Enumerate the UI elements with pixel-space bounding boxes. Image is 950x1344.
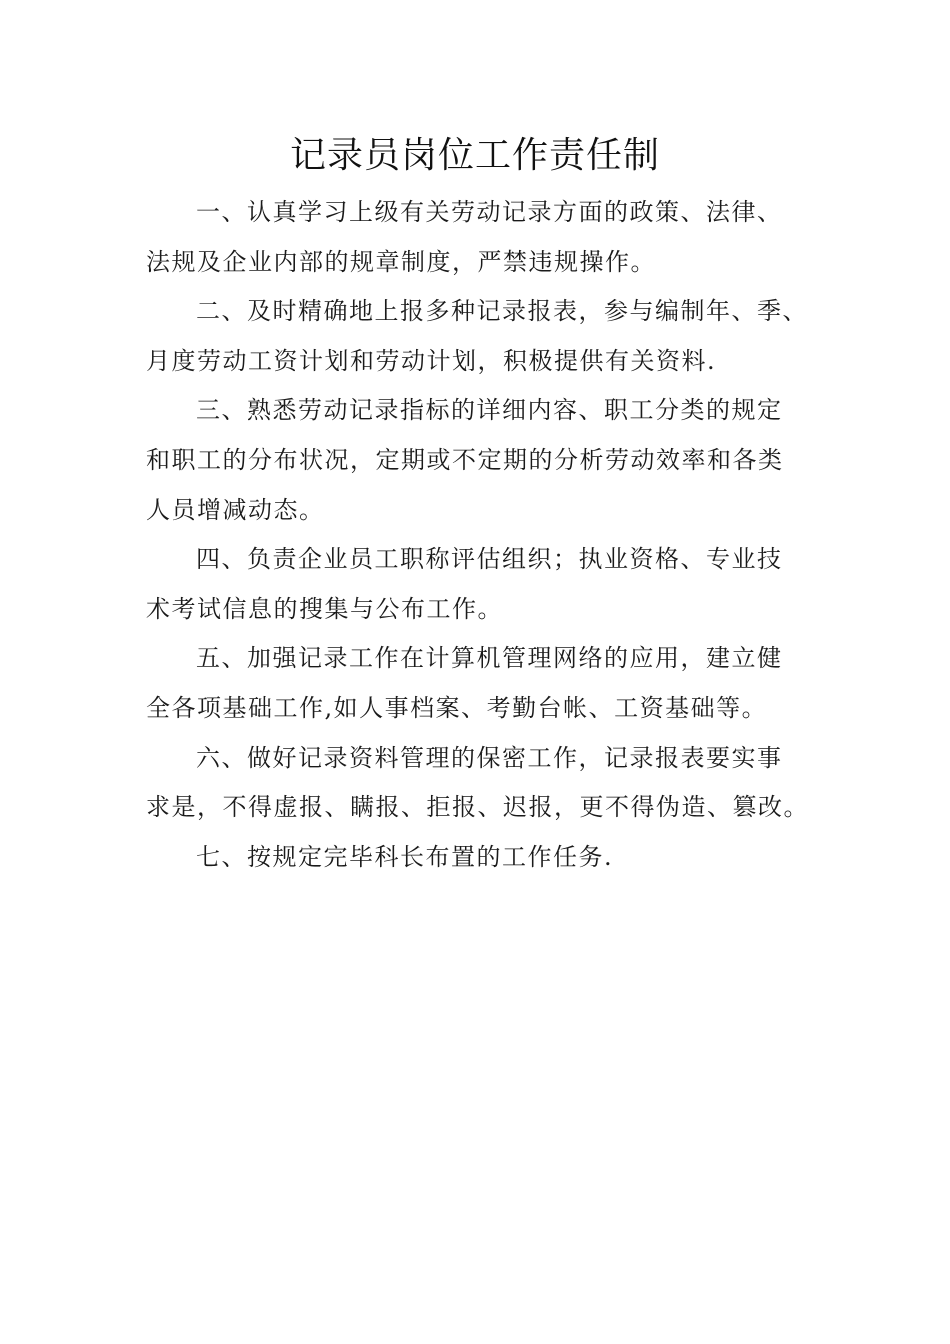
clause-1-line-1: 一、认真学习上级有关劳动记录方面的政策、法律、 <box>196 198 783 226</box>
clause-3-line-3: 人员增减动态。 <box>146 495 325 524</box>
document-title: 记录员岗位工作责任制 <box>289 135 660 176</box>
clause-2-line-2: 月度劳动工资计划和劳动计划，积极提供有关资料. <box>146 346 717 375</box>
clause-3-line-2: 和职工的分布状况，定期或不定期的分析劳动效率和各类 <box>146 445 784 474</box>
clause-4-line-1: 四、负责企业员工职称评估组织；执业资格、专业技 <box>196 545 783 574</box>
clause-7-line-1: 七、按规定完毕科长布置的工作任务. <box>196 842 614 871</box>
clause-5-line-1: 五、加强记录工作在计算机管理网络的应用，建立健 <box>196 644 783 673</box>
clause-3-line-1: 三、熟悉劳动记录指标的详细内容、职工分类的规定 <box>196 396 783 425</box>
document-body <box>146 188 810 882</box>
clause-2-line-1: 二、及时精确地上报多种记录报表，参与编制年、季、 <box>196 297 808 326</box>
clause-6-line-1: 六、做好记录资料管理的保密工作，记录报表要实事 <box>196 743 783 772</box>
clause-5-line-2: 全各项基础工作,如人事档案、考勤台帐、工资基础等。 <box>146 693 768 722</box>
clause-4-line-2: 术考试信息的搜集与公布工作。 <box>146 594 503 623</box>
clause-6-line-2: 求是，不得虚报、瞒报、拒报、迟报，更不得伪造、篡改。 <box>146 793 809 822</box>
clause-1-line-2: 法规及企业内部的规章制度，严禁违规操作。 <box>146 247 656 276</box>
